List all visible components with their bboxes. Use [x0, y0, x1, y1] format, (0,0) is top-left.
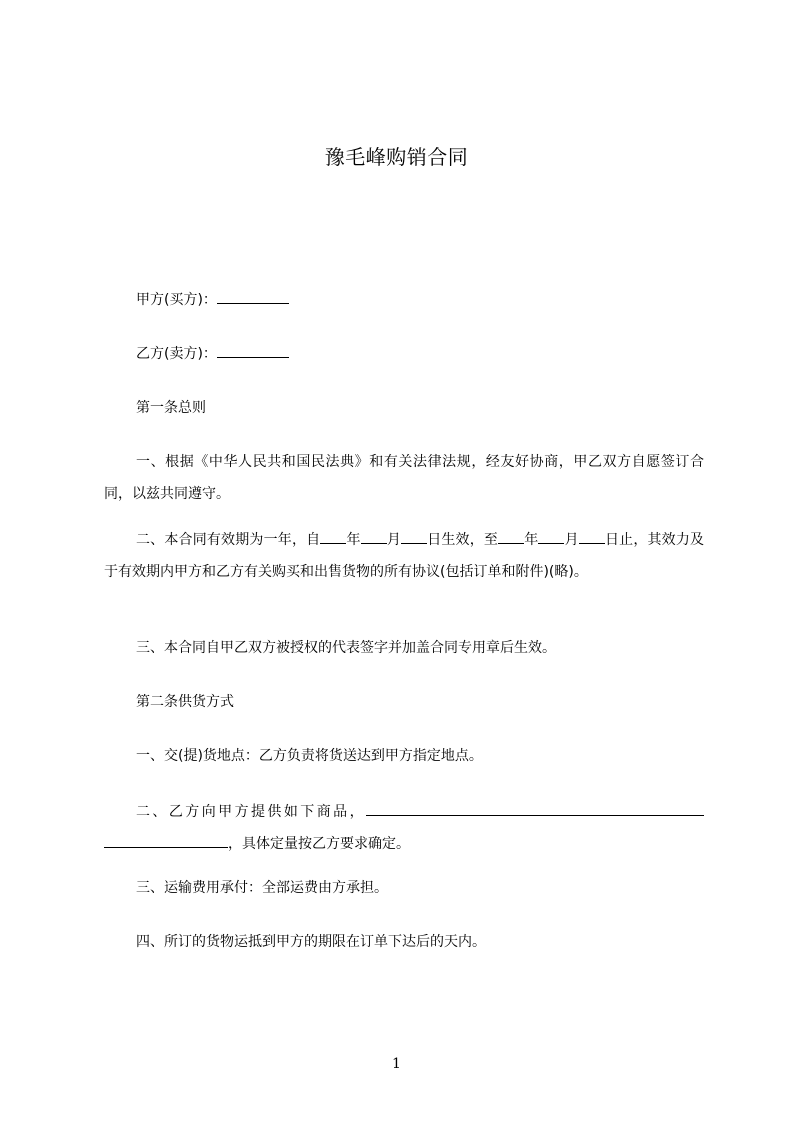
party-a-label: 甲方(买方)：	[136, 292, 217, 308]
clause-2-4: 四、所订的货物运抵到甲方的期限在订单下达后的天内。	[136, 934, 486, 950]
party-a-line	[104, 284, 736, 316]
clause-1-2-text-a: 二、本合同有效期为一年，自	[136, 532, 321, 548]
article1-heading: 第一条总则	[136, 400, 206, 416]
party-b-blank	[217, 343, 289, 358]
clause-2-1: 一、交(提)货地点：乙方负责将货送达到甲方指定地点。	[136, 748, 483, 764]
end-day-blank	[579, 529, 605, 544]
clause-1-2-day1: 日生效，至	[427, 532, 499, 548]
end-year-blank	[498, 529, 524, 544]
start-month-blank	[361, 529, 387, 544]
goods-blank-1	[366, 801, 704, 816]
start-day-blank	[401, 529, 427, 544]
end-month-blank	[538, 529, 564, 544]
clause-1-1: 一、根据《中华人民共和国民法典》和有关法律法规，经友好协商，甲乙双方自愿签订合同，以兹共同遵守。	[104, 454, 704, 502]
party-b-label: 乙方(卖方)：	[136, 346, 217, 362]
page-number: 1	[392, 1056, 401, 1072]
document-title: 豫毛峰购销合同	[324, 145, 469, 169]
party-b-line	[104, 338, 736, 370]
clause-2-3: 三、运输费用承付：全部运费由方承担。	[136, 880, 388, 896]
clause-2-2	[104, 796, 704, 860]
start-year-blank	[320, 529, 346, 544]
clause-2-2-text-b: ，具体定量按乙方要求确定。	[228, 836, 410, 852]
article2-heading: 第二条供货方式	[136, 694, 234, 710]
clause-1-2-year1: 年	[346, 532, 361, 548]
clause-2-2-text-a: 二、乙方向甲方提供如下商品，	[136, 804, 366, 820]
clause-1-2-month2: 月	[564, 532, 579, 548]
clause-1-3: 三、本合同自甲乙双方被授权的代表签字并加盖合同专用章后生效。	[136, 640, 556, 656]
party-a-blank	[217, 289, 289, 304]
clause-1-2-year2: 年	[524, 532, 539, 548]
goods-blank-2	[104, 833, 228, 848]
clause-1-2-month1: 月	[386, 532, 402, 548]
clause-1-2	[104, 524, 704, 588]
clause-1-2-day2: 日止，其效力及于有效期内甲方和乙方有关购买和出售货物的所有协议(包括订单和附件)(略)。	[104, 532, 705, 580]
